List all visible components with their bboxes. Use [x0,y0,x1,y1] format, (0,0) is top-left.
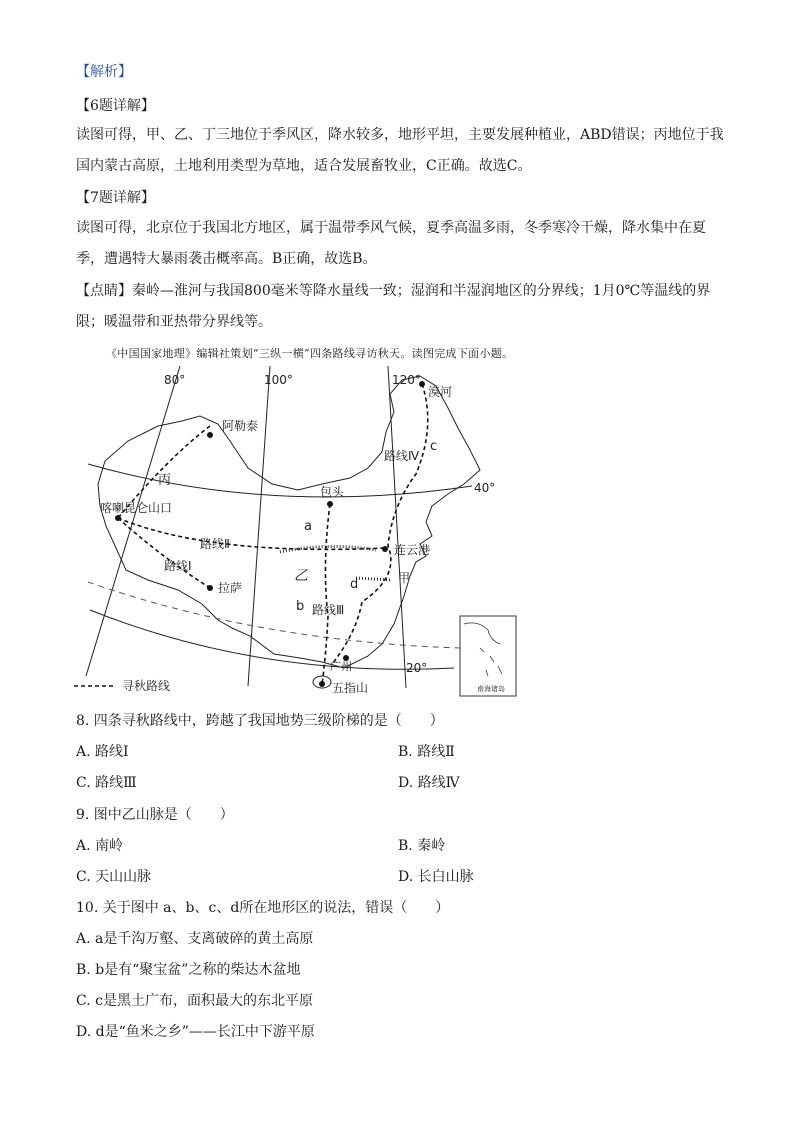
route-3-label: 路线Ⅲ [312,603,345,617]
region-bing: 丙 [158,473,172,488]
q7-explanation-header: 【7题详解】 [76,190,155,206]
question-8-stem: 8. 四条寻秋路线中，跨越了我国地势三级阶梯的是（ ） [76,713,444,729]
longitude-120-line [388,366,406,688]
question-10-stem: 10. 关于图中 a、b、c、d所在地形区的说法，错误（ ） [76,900,450,916]
question-9-stem: 9. 图中乙山脉是（ ） [76,807,234,823]
question-10-option-b: B. b是有“聚宝盆”之称的柴达木盆地 [76,962,301,978]
question-10-option-c: C. c是黑土广布，面积最大的东北平原 [76,993,313,1009]
china-autumn-routes-map [60,366,540,700]
place-mohe: 漠河 [428,385,453,399]
china-outline [98,376,480,668]
route-4-path [332,384,431,664]
q6-explanation-header: 【6题详解】 [76,98,155,114]
south-china-sea-inset [460,616,516,696]
longitude-120-label: 120° [392,373,421,387]
q7-explanation-line-2: 季，遭遇特大暴雨袭击概率高。B正确，故选B。 [76,251,377,267]
question-10-option-a: A. a是千沟万壑、支离破碎的黄土高原 [76,931,314,947]
latitude-20-line [90,610,454,669]
route-1-path [118,518,210,588]
latitude-dashed-boundary [88,582,462,648]
place-lianyungang: 连云港 [394,543,431,557]
latitude-40-label: 40° [474,481,496,495]
city-dot-aletai [207,432,213,438]
place-guangzhou: 广州 [330,660,352,673]
city-dot-baotou [327,501,333,507]
key-point-line-1: 【点睛】秦岭—淮河与我国800毫米等降水量线一致；湿润和半湿润地区的分界线；1月0℃等温线的界 [76,283,711,299]
inset-label: 南海诸岛 [477,685,505,693]
question-8-option-a: A. 路线Ⅰ [76,744,129,760]
place-baotou: 包头 [320,485,345,499]
question-8-option-b: B. 路线Ⅱ [398,744,455,760]
route-2-label: 路线Ⅱ [200,537,230,551]
place-wuzhishan: 五指山 [332,681,369,695]
longitude-80-label: 80° [164,373,186,387]
key-point-line-2: 限；暖温带和亚热带分界线等。 [76,314,272,330]
city-dot-lianyungang [382,546,388,552]
region-jia: 甲 [398,571,411,585]
place-lasa: 拉萨 [218,581,243,595]
place-karakoram-pass: 喀喇昆仑山口 [100,501,173,515]
latitude-20-label: 20° [406,661,428,675]
route-2-path [118,518,385,549]
q7-explanation-line-1: 读图可得，北京位于我国北方地区，属于温带季风气候，夏季高温多雨，冬季寒冷干燥，降水集中在夏 [76,220,706,236]
route-1-label: 路线Ⅰ [164,559,192,573]
analysis-header: 【解析】 [76,64,132,80]
route-4-label: 路线Ⅳ [384,449,420,463]
longitude-100-line [248,366,270,686]
longitude-100-label: 100° [264,373,293,387]
question-9-option-d: D. 长白山脉 [398,869,474,885]
city-dot-lasa [207,585,213,591]
place-aletai: 阿勒泰 [222,419,259,433]
marker-c: c [430,439,438,454]
q6-explanation-line-2: 国内蒙古高原，土地利用类型为草地，适合发展畜牧业，C正确。故选C。 [76,158,532,174]
city-dot-wuzhishan [319,681,325,687]
region-yi: 乙 [294,568,308,584]
route-3-path [322,504,330,684]
question-8-option-d: D. 路线Ⅳ [398,775,460,791]
marker-a: a [304,519,312,534]
legend-label: 寻秋路线 [122,679,171,693]
q6-explanation-line-1: 读图可得，甲、乙、丁三地位于季风区，降水较多，地形平坦，主要发展种植业，ABD错误；丙地位于我 [76,127,724,143]
question-9-option-c: C. 天山山脉 [76,869,152,885]
question-8-option-c: C. 路线Ⅲ [76,775,137,791]
question-9-option-b: B. 秦岭 [398,838,446,854]
map-caption: 《中国国家地理》编辑社策划“三纵一横”四条路线寻访秋天。读图完成下面小题。 [106,347,514,360]
question-10-option-d: D. d是“鱼米之乡”——长江中下游平原 [76,1024,315,1040]
longitude-80-line [86,366,180,676]
question-9-option-a: A. 南岭 [76,838,124,854]
marker-d: d [350,577,359,592]
city-dot-karakoram-pass [115,515,121,521]
marker-b: b [296,599,305,614]
